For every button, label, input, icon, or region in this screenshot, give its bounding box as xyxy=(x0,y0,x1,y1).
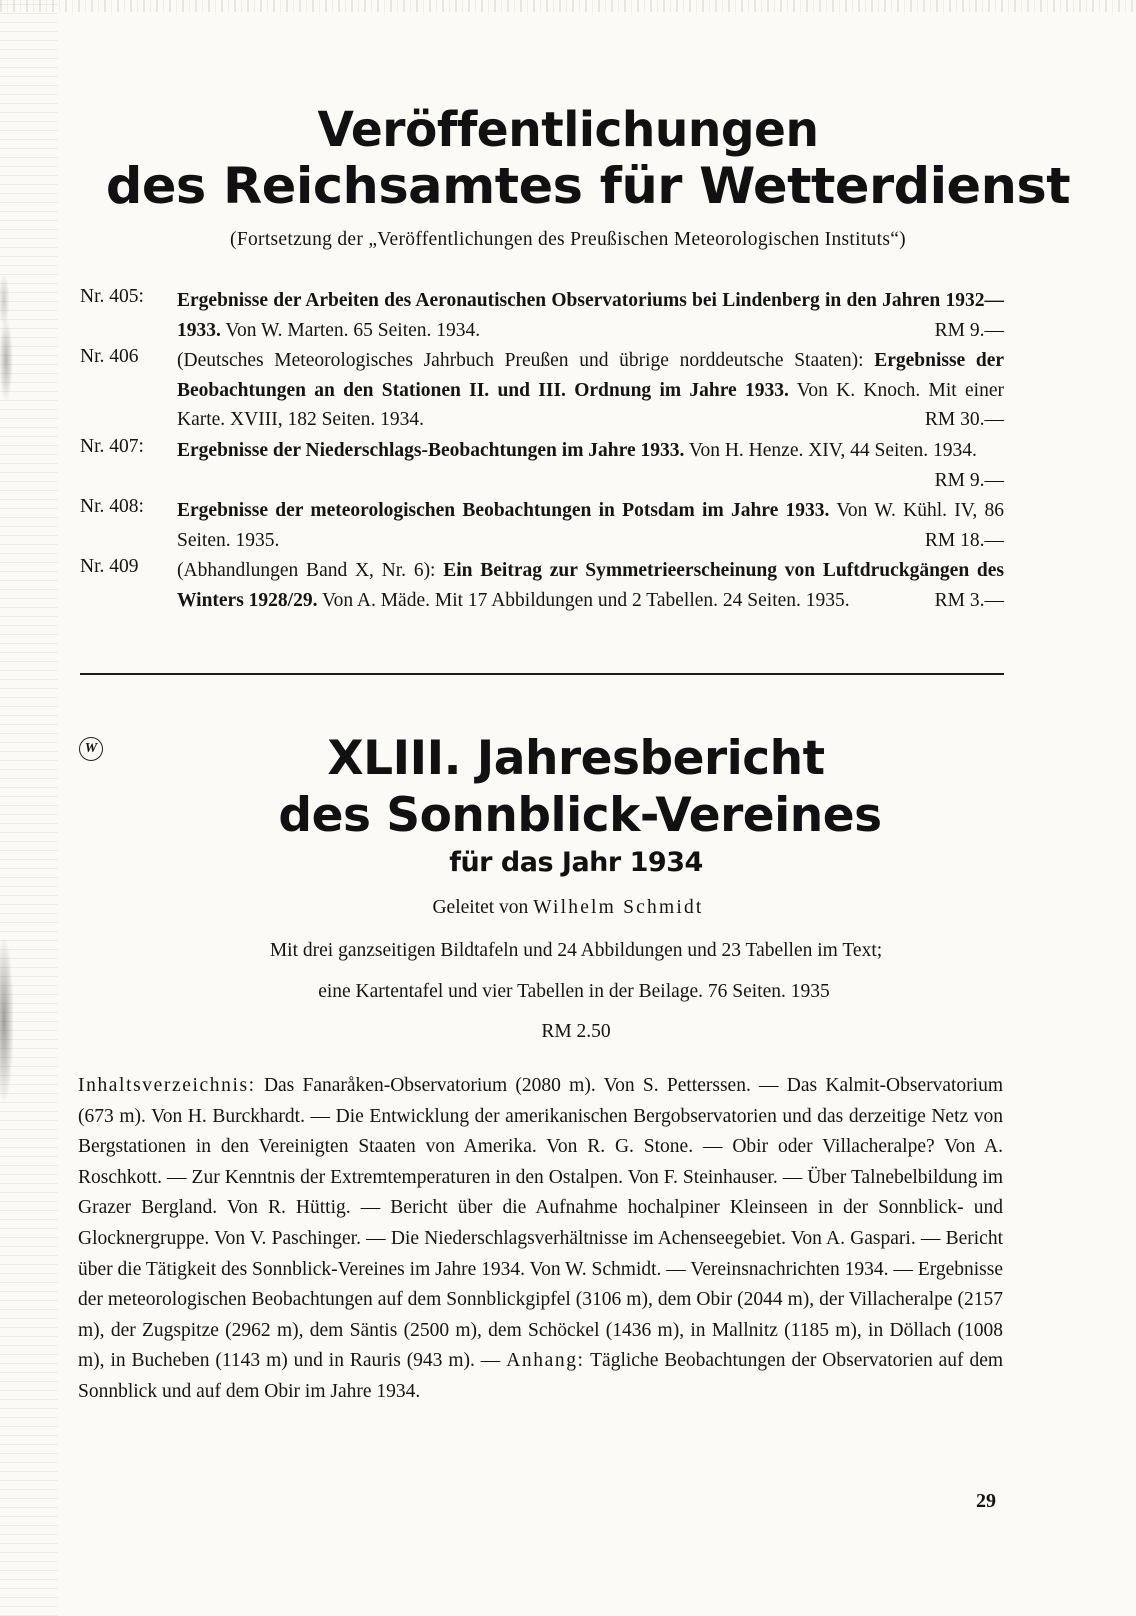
entry-body xyxy=(177,436,1004,495)
entry-price: RM 3.— xyxy=(934,589,1004,611)
entry-details: Von H. Henze. XIV, 44 Seiten. 1934. xyxy=(688,439,977,461)
description-line1: Mit drei ganzseitigen Bildtafeln und 24 Abbildungen und 23 Tabellen im Text; xyxy=(269,940,883,961)
entry-body xyxy=(177,556,1004,615)
entry-price: RM 9.— xyxy=(934,319,1004,341)
section-divider xyxy=(80,673,1004,675)
entry-details: Von W. Kühl. IV, 86 Seiten. 1935. xyxy=(177,500,1004,551)
table-of-contents xyxy=(78,1071,1003,1408)
entry-prefix: (Abhandlungen Band X, Nr. 6): xyxy=(177,560,436,582)
publication-entry xyxy=(80,436,1004,495)
appendix-label: Anhang: xyxy=(506,1350,585,1372)
entry-title: Ergebnisse der Niederschlags-Beobachtungen im Jahre 1933. xyxy=(177,439,685,461)
publication-entry xyxy=(80,286,1004,345)
entry-price: RM 9.— xyxy=(934,469,1004,491)
section2-title-line3: für das Jahr 1934 xyxy=(449,847,703,878)
toc-text: Das Fanaråken-Observatorium (2080 m). Von S. Petterssen. — Das Kalmit-Observatorium (673 m). Von H. Burckhardt. — Die Entwicklung der amerikanischen Bergobservatorien und das derzeitige Netz von Bergstationen in den Vereinigten Staaten von Amerika. Von R. G. Stone. — Obir oder Villacheralpe? Von A. Roschkott. — Zur Kenntnis der Extremtemperaturen in den Ostalpen. Von F. Steinhauser. — Über Talnebelbildung im Grazer Bergland. Von R. Hüttig. — Bericht über die Aufnahme hochalpiner Kleinseen in der Sonnblick- und Glocknergruppe. Von V. Paschinger. — Die Niederschlagsverhältnisse im Achenseegebiet. Von A. Gaspari. — Bericht über die Tätigkeit des Sonnblick-Vereines im Jahre 1934. Von W. Schmidt. — Vereinsnachrichten 1934. — Ergebnisse der meteorologischen Beobachtungen auf dem Sonnblickgipfel (3106 m), dem Obir (2044 m), der Villacheralpe (2157 m), der Zugspitze (2962 m), dem Säntis (2500 m), dem Schöckel (1436 m), in Mallnitz (1185 m), in Döllach (1008 m), in Bucheben (1143 m) und in Rauris (943 m). — xyxy=(78,1075,1004,1372)
entry-price: RM 18.— xyxy=(924,529,1004,551)
entry-details: Von K. Knoch. Mit einer Karte. XVIII, 182 Seiten. 1934. xyxy=(177,379,1004,431)
section1-title-line2: des Reichsamtes für Wetterdienst xyxy=(105,157,1071,215)
publisher-mark-icon: W xyxy=(79,737,103,761)
scan-edge-top xyxy=(0,0,1136,12)
entry-details: Von A. Mäde. Mit 17 Abbildungen und 2 Tabellen. 24 Seiten. 1935. xyxy=(322,589,850,611)
entry-body xyxy=(177,346,1004,435)
section1-subtitle: (Fortsetzung der „Veröffentlichungen des Preußischen Meteorologischen Instituts“) xyxy=(230,229,906,250)
entry-prefix: (Deutsches Meteorologisches Jahrbuch Preußen und übrige norddeutsche Staaten): xyxy=(177,350,864,372)
section2-title-line1: XLIII. Jahresbericht xyxy=(327,731,825,786)
publication-entry xyxy=(80,496,1004,555)
editor-line xyxy=(0,897,1136,919)
entry-body xyxy=(177,496,1004,555)
toc-label: Inhaltsverzeichnis: xyxy=(78,1075,256,1096)
entry-details: Von W. Marten. 65 Seiten. 1934. xyxy=(225,319,481,341)
publication-list xyxy=(80,286,1004,617)
entry-body xyxy=(177,286,1004,345)
editor-prefix: Geleitet von xyxy=(432,897,529,918)
entry-title: Ein Beitrag zur Symmetrieerscheinung von Luftdruckgängen des Winters 1928/29. xyxy=(177,560,1005,611)
description-line2: eine Kartentafel und vier Tabellen in der Beilage. 76 Seiten. 1935 xyxy=(318,981,830,1002)
entry-number: Nr. 409 xyxy=(80,556,139,578)
entry-number: Nr. 407: xyxy=(80,435,144,457)
publication-entry xyxy=(80,346,1004,435)
entry-title: Ergebnisse der Beobachtungen an den Stationen II. und III. Ordnung im Jahre 1933. xyxy=(177,350,1005,401)
entry-title: Ergebnisse der Arbeiten des Aeronautischen Observatoriums bei Lindenberg in den Jahren 1932—1933. xyxy=(177,290,1004,341)
report-price: RM 2.50 xyxy=(541,1021,611,1042)
entry-price: RM 30.— xyxy=(924,409,1004,431)
section2-title-line2: des Sonnblick-Vereines xyxy=(278,788,882,843)
page-number: 29 xyxy=(976,1490,996,1512)
entry-title: Ergebnisse der meteorologischen Beobachtungen in Potsdam im Jahre 1933. xyxy=(177,500,830,522)
appendix-text: Tägliche Beobachtungen der Observatorien auf dem Sonnblick und auf dem Obir im Jahre 1934. xyxy=(78,1350,1004,1402)
editor-name: Wilhelm Schmidt xyxy=(533,897,704,918)
section1-title-line1: Veröffentlichungen xyxy=(317,102,819,158)
entry-number: Nr. 408: xyxy=(80,496,144,518)
entry-number: Nr. 405: xyxy=(80,286,144,307)
entry-number: Nr. 406 xyxy=(80,346,139,368)
publication-entry xyxy=(80,556,1004,615)
